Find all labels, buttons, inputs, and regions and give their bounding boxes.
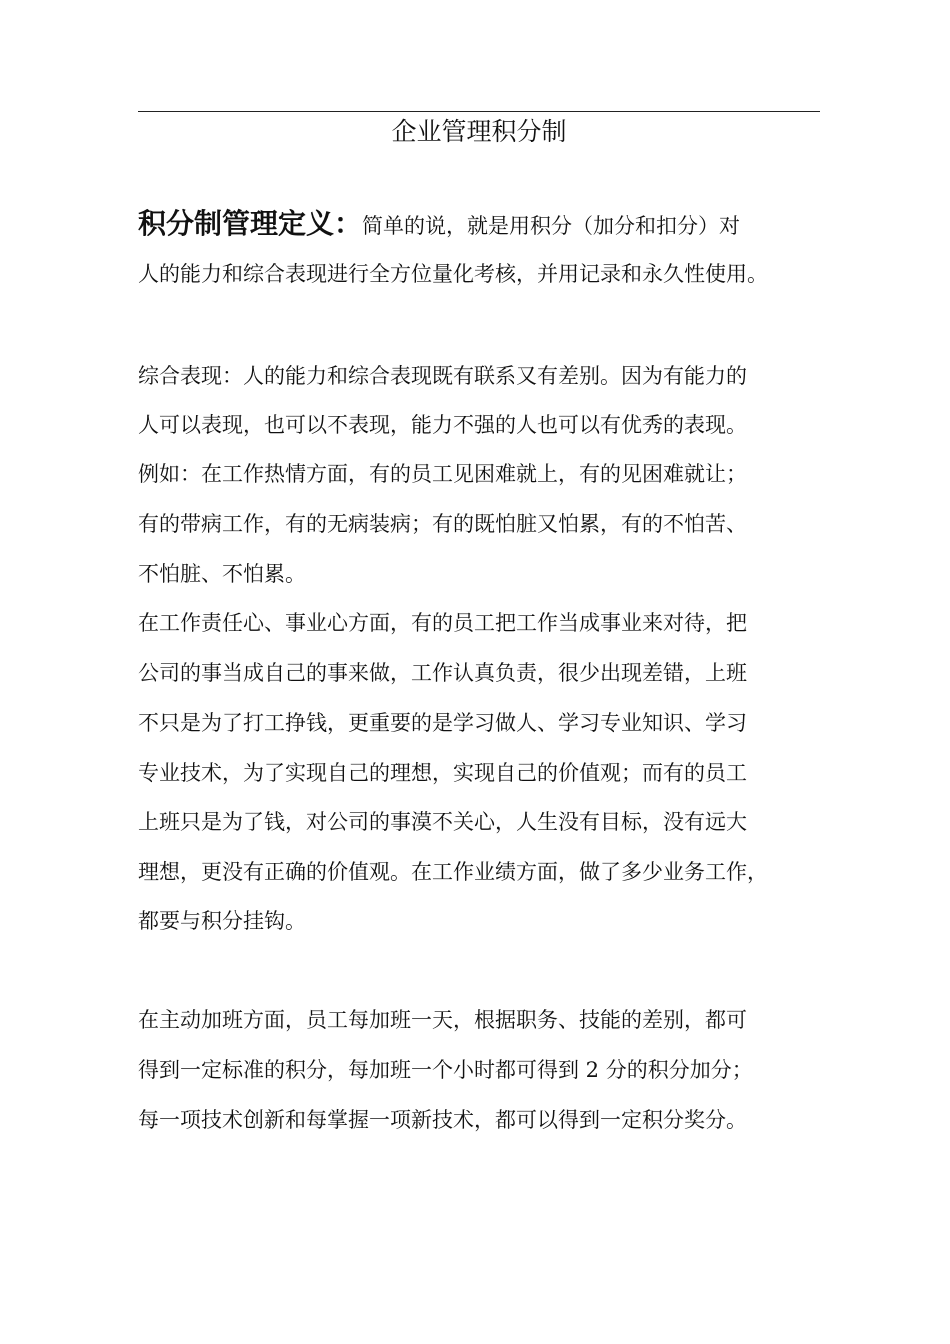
- paragraph-1-line-4: 有的带病工作，有的无病装病；有的既怕脏又怕累，有的不怕苦、: [138, 512, 747, 536]
- paragraph-2-line-6: 理想，更没有正确的价值观。在工作业绩方面，做了多少业务工作，: [138, 860, 768, 884]
- header-rule: [138, 111, 820, 112]
- definition-text-second: 人的能力和综合表现进行全方位量化考核，并用记录和永久性使用。: [138, 262, 768, 286]
- paragraph-1-line-1: 综合表现：人的能力和综合表现既有联系又有差别。因为有能力的: [138, 364, 747, 388]
- paragraph-3-line-1: 在主动加班方面，员工每加班一天，根据职务、技能的差别，都可: [138, 1008, 747, 1032]
- document-title: 企业管理积分制: [391, 117, 567, 146]
- paragraph-1-line-3: 例如：在工作热情方面，有的员工见困难就上，有的见困难就让；: [138, 462, 747, 486]
- paragraph-2-line-2: 公司的事当成自己的事来做，工作认真负责，很少出现差错，上班: [138, 661, 747, 685]
- definition-heading: 积分制管理定义：: [138, 207, 363, 240]
- paragraph-3-line-3: 每一项技术创新和每掌握一项新技术，都可以得到一定积分奖分。: [138, 1108, 747, 1132]
- paragraph-3-line-2: 得到一定标准的积分，每加班一个小时都可得到 2 分的积分加分；: [138, 1058, 753, 1082]
- paragraph-1-line-2: 人可以表现，也可以不表现，能力不强的人也可以有优秀的表现。: [138, 413, 747, 437]
- paragraph-2-line-1: 在工作责任心、事业心方面，有的员工把工作当成事业来对待，把: [138, 611, 747, 635]
- paragraph-2-line-7: 都要与积分挂钩。: [138, 909, 306, 933]
- definition-text-first: 简单的说，就是用积分（加分和扣分）对: [362, 214, 741, 238]
- paragraph-2-line-5: 上班只是为了钱，对公司的事漠不关心，人生没有目标，没有远大: [138, 810, 747, 834]
- paragraph-2-line-4: 专业技术，为了实现自己的理想，实现自己的价值观；而有的员工: [138, 761, 747, 785]
- paragraph-1-line-5: 不怕脏、不怕累。: [138, 562, 306, 586]
- definition-line: [138, 206, 838, 246]
- paragraph-2-line-3: 不只是为了打工挣钱，更重要的是学习做人、学习专业知识、学习: [138, 711, 747, 735]
